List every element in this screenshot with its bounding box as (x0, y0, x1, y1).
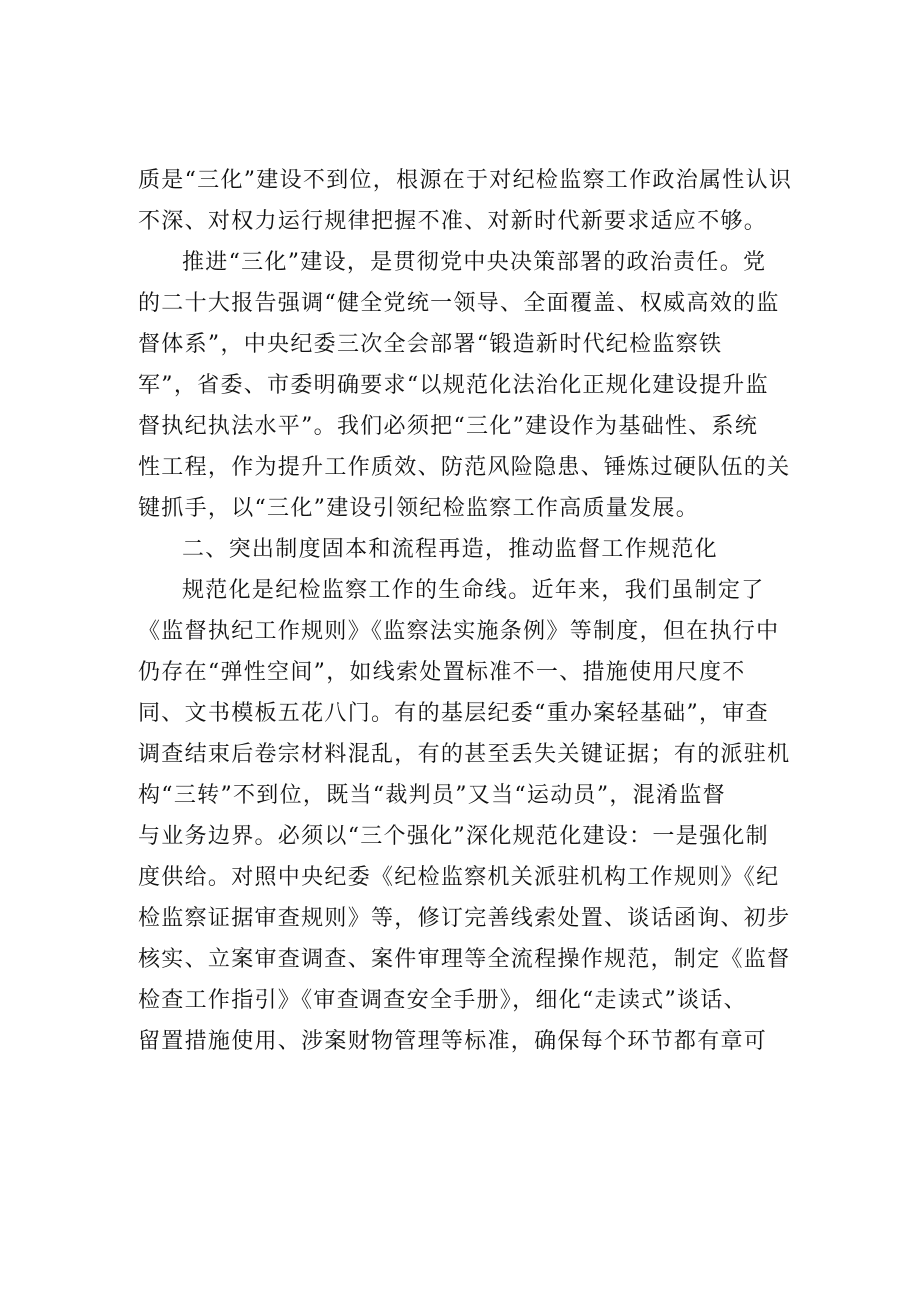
text-line: 督体系”，中央纪委三次全会部署“锻造新时代纪检监察铁 (138, 332, 723, 357)
paragraph-standardization (138, 570, 791, 1062)
text-line: 仍存在“弹性空间”，如线索处置标准不一、措施使用尺度不 (138, 660, 746, 685)
paragraph-three-modernizations (138, 242, 791, 529)
text-line: 质是“三化”建设不到位，根源在于对纪检监察工作政治属性认识 (138, 168, 793, 193)
text-line: 同、文书模板五花八门。有的基层纪委“重办案轻基础”，审查 (138, 701, 769, 726)
text-line: 检监察证据审查规则》等，修订完善线索处置、谈话函询、初步 (138, 906, 791, 931)
text-line: 检查工作指引》《审查调查安全手册》，细化“走读式”谈话、 (138, 988, 747, 1013)
text-line: 度供给。对照中央纪委《纪检监察机关派驻机构工作规则》《纪 (138, 865, 780, 890)
document-body (138, 160, 793, 1062)
text-line: 军”，省委、市委明确要求“以规范化法治化正规化建设提升监 (138, 373, 769, 398)
text-line: 构“三转”不到位，既当“裁判员”又当“运动员”，混淆监督 (138, 783, 726, 808)
text-line: 性工程，作为提升工作质效、防范风险隐患、锤炼过硬队伍的关 (138, 455, 791, 480)
text-line: 规范化是纪检监察工作的生命线。近年来，我们虽制定了 (182, 578, 765, 603)
paragraph-continuation (138, 160, 793, 242)
text-line: 调查结束后卷宗材料混乱，有的甚至丢失关键证据；有的派驻机 (138, 742, 791, 767)
text-line: 督执纪执法水平”。我们必须把“三化”建设作为基础性、系统 (138, 414, 759, 439)
text-line: 留置措施使用、涉案财物管理等标准，确保每个环节都有章可 (138, 1029, 768, 1054)
section-heading-text: 二、突出制度固本和流程再造，推动监督工作规范化 (182, 537, 718, 562)
text-line: 推进“三化”建设，是贯彻党中央决策部署的政治责任。党 (182, 250, 767, 275)
text-line: 的二十大报告强调“健全党统一领导、全面覆盖、权威高效的监 (138, 291, 780, 316)
text-line: 核实、立案审查调查、案件审理等全流程操作规范，制定《监督 (138, 947, 791, 972)
text-line: 不深、对权力运行规律把握不准、对新时代新要求适应不够。 (138, 209, 768, 234)
text-line: 与业务边界。必须以“三个强化”深化规范化建设：一是强化制 (138, 824, 769, 849)
text-line: 《监督执纪工作规则》《监察法实施条例》等制度，但在执行中 (138, 619, 780, 644)
section-heading (138, 529, 788, 570)
text-line: 键抓手，以“三化”建设引领纪检监察工作高质量发展。 (138, 496, 699, 521)
